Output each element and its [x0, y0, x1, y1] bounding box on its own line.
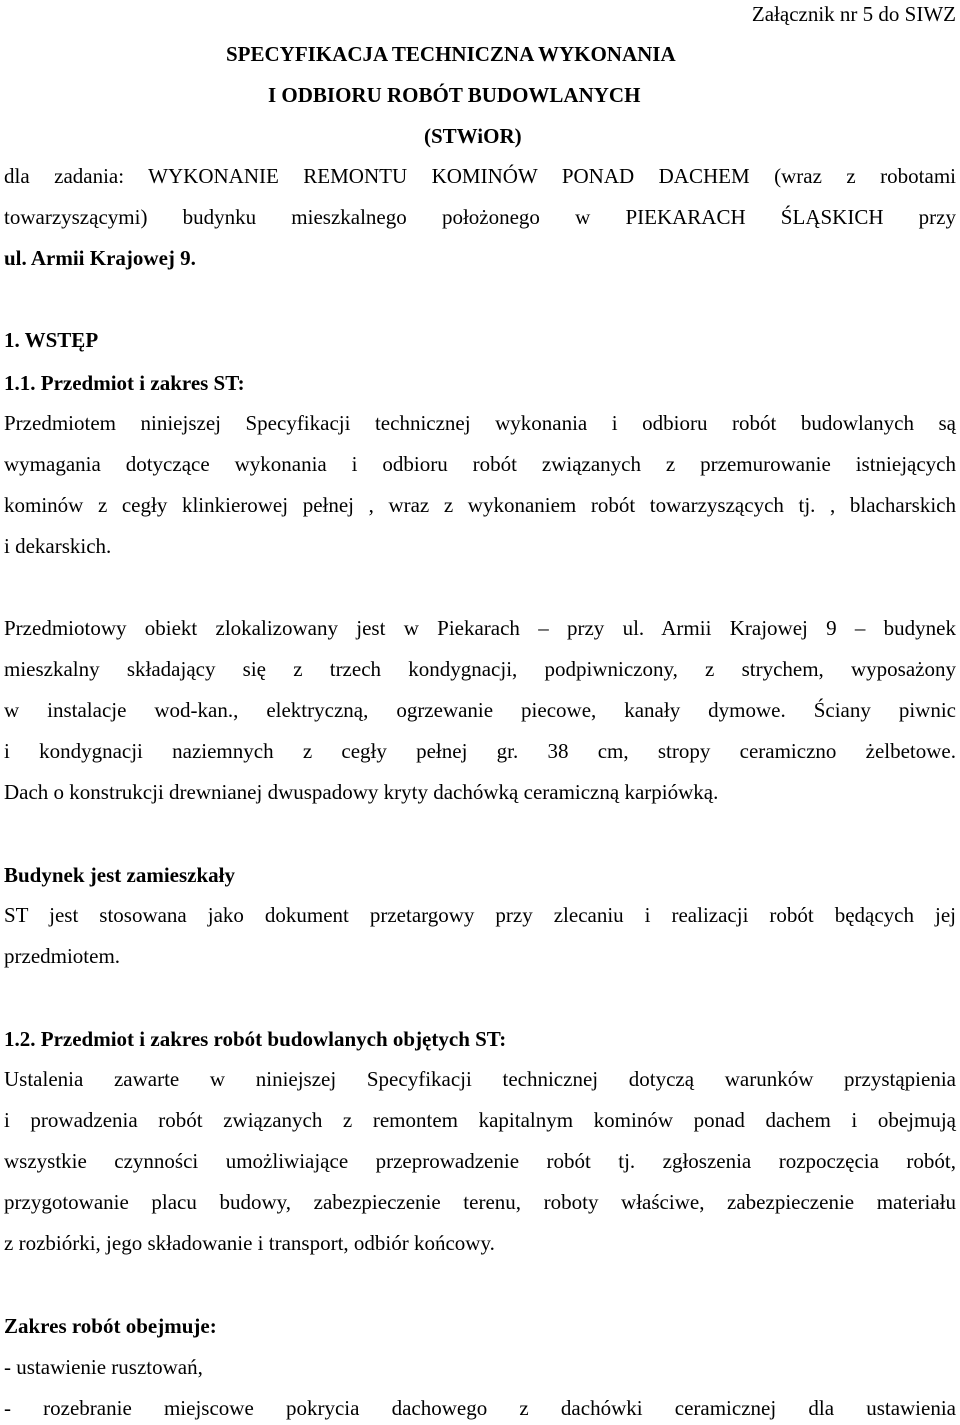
- paragraph-line: Ustalenia zawarte w niniejszej Specyfikacji technicznej dotyczą warunków przystąpienia: [4, 1067, 956, 1091]
- occupied-note: Budynek jest zamieszkały: [4, 863, 235, 887]
- paragraph-line: i dekarskich.: [4, 534, 112, 558]
- paragraph-line: mieszkalny składający się z trzech kondygnacji, podpiwniczony, z strychem, wyposażony: [4, 657, 956, 681]
- paragraph-line: Przedmiotowy obiekt zlokalizowany jest w Piekarach – przy ul. Armii Krajowej 9 – budynek: [4, 616, 956, 640]
- title-line-3: (STWiOR): [424, 124, 522, 148]
- task-line-1: dla zadania: WYKONANIE REMONTU KOMINÓW PONAD DACHEM (wraz z robotami: [4, 164, 956, 188]
- paragraph-line: Przedmiotem niniejszej Specyfikacji technicznej wykonania i odbioru robót budowlanych są: [4, 411, 956, 435]
- list-item: - rozebranie miejscowe pokrycia dachowego z dachówki ceramicznej dla ustawienia: [4, 1396, 956, 1420]
- paragraph-line: przedmiotem.: [4, 944, 121, 968]
- paragraph-line: i kondygnacji naziemnych z cegły pełnej gr. 38 cm, stropy ceramiczno żelbetowe.: [4, 739, 956, 763]
- paragraph-line: wszystkie czynności umożliwiające przeprowadzenie robót tj. zgłoszenia rozpoczęcia robót,: [4, 1149, 956, 1173]
- task-line-2: towarzyszącymi) budynku mieszkalnego położonego w PIEKARACH ŚLĄSKICH przy: [4, 205, 956, 229]
- annex-label: Załącznik nr 5 do SIWZ: [751, 2, 956, 26]
- paragraph-line: z rozbiórki, jego składowanie i transport, odbiór końcowy.: [4, 1231, 495, 1255]
- paragraph-line: ST jest stosowana jako dokument przetargowy przy zlecaniu i realizacji robót będących jej: [4, 903, 956, 927]
- paragraph-line: i prowadzenia robót związanych z remontem kapitalnym kominów ponad dachem i obejmują: [4, 1108, 956, 1132]
- section-1-heading: 1. WSTĘP: [4, 328, 99, 352]
- section-1-2-heading: 1.2. Przedmiot i zakres robót budowlanych objętych ST:: [4, 1027, 507, 1051]
- paragraph-line: wymagania dotyczące wykonania i odbioru robót związanych z przemurowanie istniejących: [4, 452, 956, 476]
- list-item: - ustawienie rusztowań,: [4, 1355, 203, 1379]
- paragraph-line: przygotowanie placu budowy, zabezpieczenie terenu, roboty właściwe, zabezpieczenie materiału: [4, 1190, 956, 1214]
- task-line-3: ul. Armii Krajowej 9.: [4, 246, 196, 270]
- title-line-2: I ODBIORU ROBÓT BUDOWLANYCH: [268, 83, 641, 107]
- paragraph-line: kominów z cegły klinkierowej pełnej , wraz z wykonaniem robót towarzyszących tj. , blacharskich: [4, 493, 956, 517]
- scope-heading: Zakres robót obejmuje:: [4, 1314, 217, 1338]
- title-line-1: SPECYFIKACJA TECHNICZNA WYKONANIA: [226, 42, 676, 66]
- section-1-1-heading: 1.1. Przedmiot i zakres ST:: [4, 371, 245, 395]
- paragraph-line: w instalacje wod-kan., elektryczną, ogrzewanie piecowe, kanały dymowe. Ściany piwnic: [4, 698, 956, 722]
- paragraph-line: Dach o konstrukcji drewnianej dwuspadowy kryty dachówką ceramiczną karpiówką.: [4, 780, 719, 804]
